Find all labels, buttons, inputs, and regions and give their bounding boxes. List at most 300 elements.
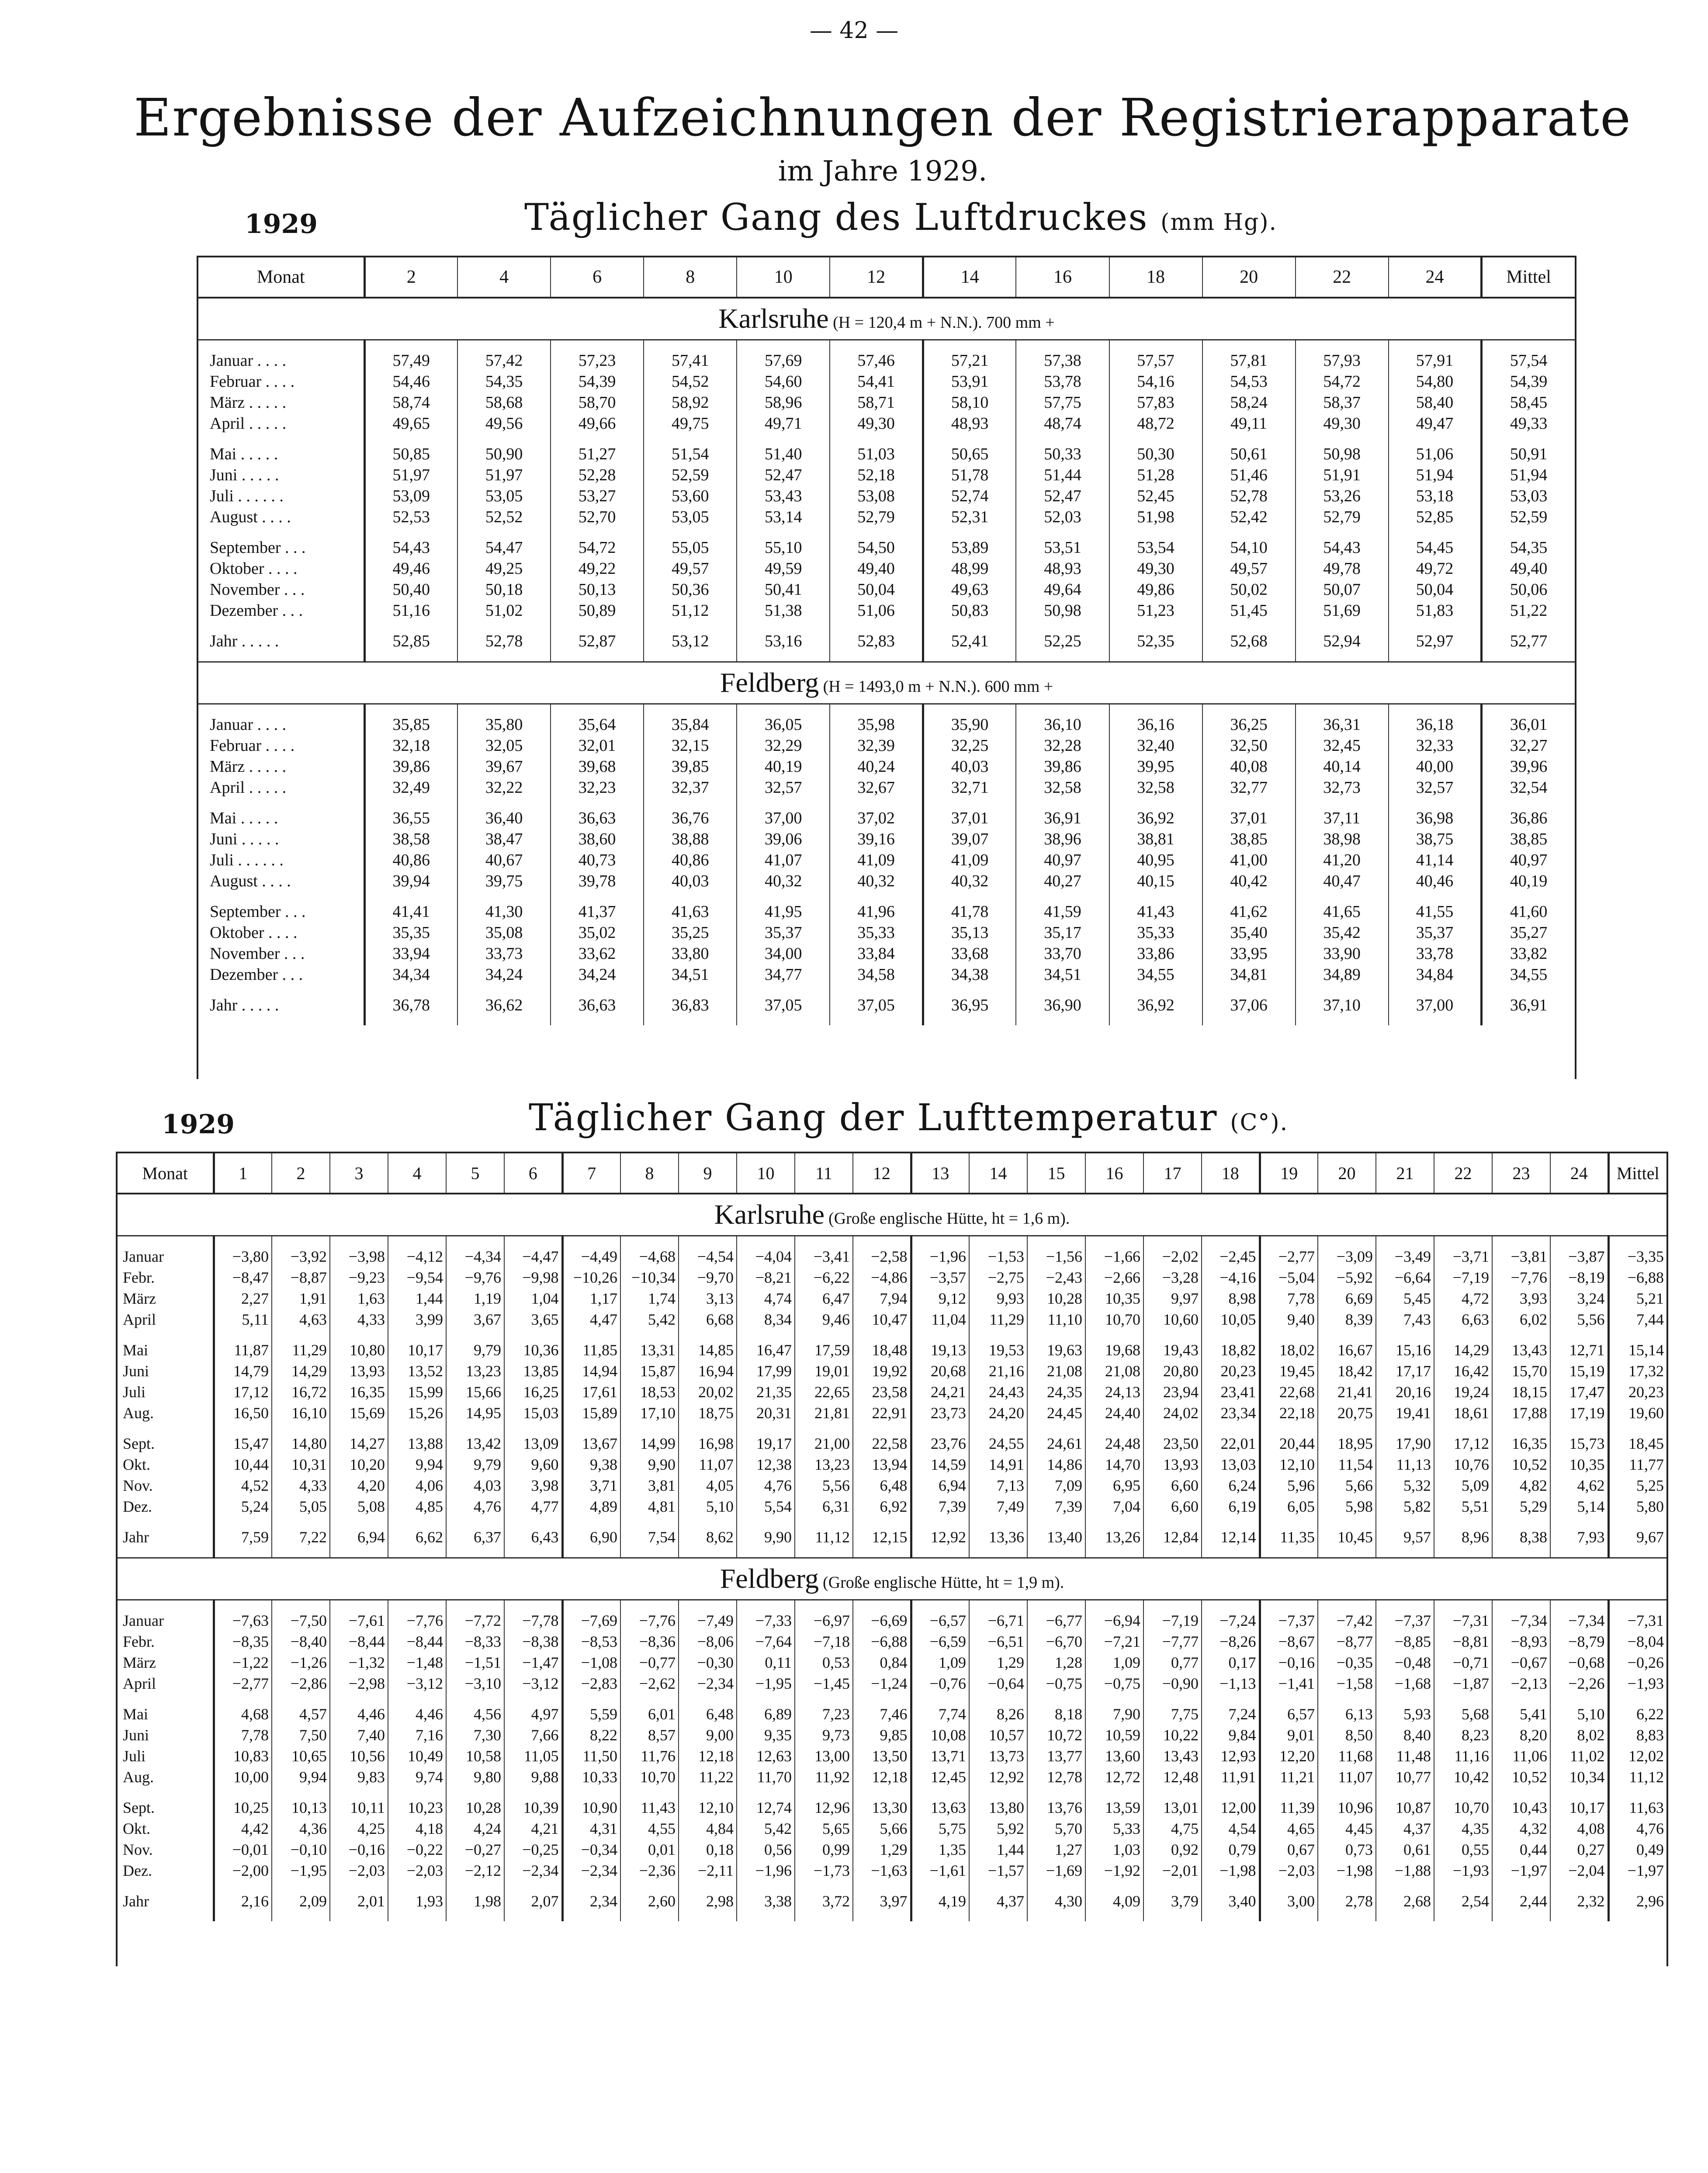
value-cell: 6,37 <box>446 1527 504 1548</box>
spacer-cell <box>737 704 830 715</box>
spacer-cell <box>1608 1881 1666 1891</box>
value-cell: 5,42 <box>620 1309 679 1330</box>
column-header: 20 <box>1318 1153 1376 1194</box>
spacer-cell <box>923 892 1016 901</box>
temperature-section-title <box>529 1096 1288 1139</box>
value-cell: 19,24 <box>1434 1382 1492 1402</box>
value-cell: 51,94 <box>1389 465 1482 486</box>
spacer-cell <box>272 1330 330 1340</box>
value-cell: 11,06 <box>1492 1746 1550 1767</box>
spacer-cell <box>1260 1517 1318 1527</box>
spacer-cell <box>364 985 457 995</box>
table-row <box>198 901 1575 922</box>
value-cell: 37,00 <box>737 808 830 829</box>
value-cell: −8,93 <box>1492 1631 1550 1652</box>
value-cell: 5,65 <box>795 1818 853 1839</box>
value-cell: 1,09 <box>911 1652 969 1673</box>
value-cell: 50,07 <box>1296 579 1389 600</box>
value-cell: 32,27 <box>1482 735 1575 756</box>
spacer-cell <box>644 434 737 444</box>
value-cell: 41,09 <box>923 850 1016 871</box>
value-cell: 14,94 <box>562 1361 620 1382</box>
value-cell: 41,14 <box>1389 850 1482 871</box>
value-cell: 14,99 <box>620 1433 679 1454</box>
value-cell: 32,15 <box>644 735 737 756</box>
group-spacer <box>198 1016 1575 1025</box>
table-row <box>118 1860 1666 1881</box>
spacer-cell <box>737 340 830 351</box>
spacer-cell <box>214 1694 272 1704</box>
spacer-cell <box>364 704 457 715</box>
value-cell: 4,46 <box>330 1704 388 1725</box>
value-cell: 7,04 <box>1085 1496 1143 1517</box>
value-cell: 38,96 <box>1016 829 1109 850</box>
value-cell: 40,03 <box>644 871 737 892</box>
value-cell: 4,85 <box>388 1496 446 1517</box>
value-cell: 57,46 <box>830 350 923 371</box>
spacer-cell <box>853 1788 911 1797</box>
value-cell: 36,95 <box>923 995 1016 1016</box>
value-cell: −3,80 <box>214 1246 272 1267</box>
value-cell: 8,38 <box>1492 1527 1550 1548</box>
value-cell: 13,52 <box>388 1361 446 1382</box>
value-cell: 50,04 <box>830 579 923 600</box>
value-cell: −2,34 <box>504 1860 562 1881</box>
value-cell: 41,20 <box>1296 850 1389 871</box>
value-cell: 10,76 <box>1434 1454 1492 1475</box>
value-cell: 5,92 <box>969 1818 1027 1839</box>
spacer-cell <box>911 1548 969 1558</box>
table-row <box>118 1433 1666 1454</box>
spacer-cell <box>795 1788 853 1797</box>
station-name: Feldberg <box>720 667 819 698</box>
table-row <box>118 1288 1666 1309</box>
value-cell: −8,04 <box>1608 1631 1666 1652</box>
spacer-cell <box>272 1694 330 1704</box>
value-cell: −4,54 <box>679 1246 737 1267</box>
value-cell: 7,75 <box>1143 1704 1202 1725</box>
value-cell: 37,01 <box>1202 808 1296 829</box>
value-cell: 38,75 <box>1389 829 1482 850</box>
value-cell: 52,53 <box>364 507 457 528</box>
value-cell: −8,19 <box>1550 1267 1608 1288</box>
value-cell: 1,93 <box>388 1891 446 1912</box>
group-spacer <box>118 1330 1666 1340</box>
value-cell: 51,83 <box>1389 600 1482 621</box>
value-cell: 4,65 <box>1260 1818 1318 1839</box>
value-cell: 3,71 <box>562 1475 620 1496</box>
value-cell: 53,54 <box>1109 537 1202 558</box>
month-label: Juli <box>123 1747 146 1765</box>
value-cell: 4,33 <box>272 1475 330 1496</box>
spacer-cell <box>737 652 830 662</box>
group-spacer <box>198 892 1575 901</box>
value-cell: 34,81 <box>1202 964 1296 985</box>
table-row <box>118 1267 1666 1288</box>
value-cell: 52,03 <box>1016 507 1109 528</box>
value-cell: 10,17 <box>1550 1797 1608 1818</box>
spacer-cell <box>644 652 737 662</box>
table-row <box>198 871 1575 892</box>
value-cell: 32,54 <box>1482 777 1575 798</box>
value-cell: 51,78 <box>923 465 1016 486</box>
value-cell: 2,32 <box>1550 1891 1608 1912</box>
value-cell: 7,78 <box>1260 1288 1318 1309</box>
spacer-cell <box>679 1330 737 1340</box>
value-cell: 13,93 <box>1143 1454 1202 1475</box>
value-cell: 13,85 <box>504 1361 562 1382</box>
spacer-cell <box>330 1912 388 1921</box>
value-cell: −7,34 <box>1550 1610 1608 1631</box>
spacer-cell <box>446 1236 504 1246</box>
value-cell: 4,47 <box>562 1309 620 1330</box>
table-row <box>198 600 1575 621</box>
value-cell: 20,23 <box>1608 1382 1666 1402</box>
value-cell: −4,16 <box>1202 1267 1260 1288</box>
spacer-cell <box>504 1330 562 1340</box>
column-header: 14 <box>969 1153 1027 1194</box>
month-label: Juni . . . . . <box>210 466 279 484</box>
table-row <box>198 943 1575 964</box>
value-cell: 6,63 <box>1434 1309 1492 1330</box>
spacer-cell <box>1085 1912 1143 1921</box>
value-cell: 12,84 <box>1143 1527 1202 1548</box>
value-cell: 2,78 <box>1318 1891 1376 1912</box>
value-cell: −3,98 <box>330 1246 388 1267</box>
value-cell: 7,09 <box>1027 1475 1085 1496</box>
value-cell: 54,39 <box>551 371 644 392</box>
value-cell: 40,15 <box>1109 871 1202 892</box>
spacer-cell <box>272 1600 330 1611</box>
value-cell: 4,89 <box>562 1496 620 1517</box>
value-cell: 9,12 <box>911 1288 969 1309</box>
value-cell: 38,88 <box>644 829 737 850</box>
value-cell: 52,94 <box>1296 631 1389 652</box>
value-cell: −8,36 <box>620 1631 679 1652</box>
spacer-cell <box>504 1548 562 1558</box>
spacer-cell <box>1143 1548 1202 1558</box>
value-cell: −7,76 <box>1492 1267 1550 1288</box>
value-cell: 6,31 <box>795 1496 853 1517</box>
value-cell: 19,53 <box>969 1340 1027 1361</box>
spacer-cell <box>457 621 551 631</box>
value-cell: 36,63 <box>551 808 644 829</box>
column-header: Mittel <box>1608 1153 1666 1194</box>
spacer-cell <box>969 1881 1027 1891</box>
month-label: November . . . <box>210 944 305 963</box>
value-cell: 10,96 <box>1318 1797 1376 1818</box>
value-cell: 15,14 <box>1608 1340 1666 1361</box>
pressure-unit: (mm Hg). <box>1161 209 1278 236</box>
spacer-cell <box>1202 704 1296 715</box>
value-cell: 53,26 <box>1296 486 1389 507</box>
value-cell: 40,86 <box>364 850 457 871</box>
value-cell: 33,82 <box>1482 943 1575 964</box>
value-cell: 3,40 <box>1202 1891 1260 1912</box>
value-cell: 21,08 <box>1027 1361 1085 1382</box>
value-cell: 54,50 <box>830 537 923 558</box>
value-cell: 24,40 <box>1085 1402 1143 1423</box>
value-cell: 51,22 <box>1482 600 1575 621</box>
spacer-cell <box>1016 528 1109 537</box>
value-cell: 7,59 <box>214 1527 272 1548</box>
value-cell: 12,15 <box>853 1527 911 1548</box>
value-cell: 52,52 <box>457 507 551 528</box>
spacer-cell <box>272 1423 330 1433</box>
spacer-cell <box>853 1600 911 1611</box>
value-cell: 20,68 <box>911 1361 969 1382</box>
value-cell: 6,47 <box>795 1288 853 1309</box>
spacer-cell <box>1318 1236 1376 1246</box>
table-row <box>118 1839 1666 1860</box>
table-row <box>118 1704 1666 1725</box>
value-cell: −8,77 <box>1318 1631 1376 1652</box>
value-cell: −4,68 <box>620 1246 679 1267</box>
value-cell: 22,65 <box>795 1382 853 1402</box>
value-cell: 2,09 <box>272 1891 330 1912</box>
value-cell: 10,60 <box>1143 1309 1202 1330</box>
value-cell: 12,71 <box>1550 1340 1608 1361</box>
value-cell: 10,56 <box>330 1746 388 1767</box>
value-cell: 34,38 <box>923 964 1016 985</box>
value-cell: −3,12 <box>504 1673 562 1694</box>
value-cell: 39,94 <box>364 871 457 892</box>
value-cell: 8,50 <box>1318 1725 1376 1746</box>
value-cell: 22,58 <box>853 1433 911 1454</box>
value-cell: 10,83 <box>214 1746 272 1767</box>
value-cell: 11,85 <box>562 1340 620 1361</box>
value-cell: −0,48 <box>1376 1652 1434 1673</box>
value-cell: 6,89 <box>737 1704 795 1725</box>
value-cell: 1,44 <box>969 1839 1027 1860</box>
value-cell: 23,94 <box>1143 1382 1202 1402</box>
value-cell: 11,39 <box>1260 1797 1318 1818</box>
value-cell: 52,59 <box>1482 507 1575 528</box>
value-cell: 40,19 <box>1482 871 1575 892</box>
value-cell: 0,53 <box>795 1652 853 1673</box>
spacer-cell <box>830 434 923 444</box>
spacer-cell <box>1608 1236 1666 1246</box>
temperature-table-frame <box>116 1152 1668 1966</box>
spacer-cell <box>969 1517 1027 1527</box>
value-cell: 35,08 <box>457 922 551 943</box>
value-cell: 13,00 <box>795 1746 853 1767</box>
spacer-cell <box>272 1548 330 1558</box>
spacer-cell <box>446 1912 504 1921</box>
spacer-cell <box>214 1330 272 1340</box>
value-cell: 7,30 <box>446 1725 504 1746</box>
spacer-cell <box>911 1236 969 1246</box>
value-cell: −2,11 <box>679 1860 737 1881</box>
column-header: 21 <box>1376 1153 1434 1194</box>
value-cell: 10,65 <box>272 1746 330 1767</box>
spacer-cell <box>1085 1881 1143 1891</box>
value-cell: 14,59 <box>911 1454 969 1475</box>
value-cell: −3,71 <box>1434 1246 1492 1267</box>
value-cell: 2,01 <box>330 1891 388 1912</box>
column-header: Mittel <box>1482 257 1575 298</box>
value-cell: 22,01 <box>1202 1433 1260 1454</box>
spacer-cell <box>1202 434 1296 444</box>
value-cell: 32,28 <box>1016 735 1109 756</box>
spacer-cell <box>214 1548 272 1558</box>
value-cell: 35,25 <box>644 922 737 943</box>
value-cell: 20,23 <box>1202 1361 1260 1382</box>
value-cell: 58,40 <box>1389 392 1482 413</box>
spacer-cell <box>795 1548 853 1558</box>
value-cell: 41,78 <box>923 901 1016 922</box>
value-cell: 8,62 <box>679 1527 737 1548</box>
value-cell: 54,72 <box>551 537 644 558</box>
value-cell: −2,12 <box>446 1860 504 1881</box>
value-cell: 10,00 <box>214 1767 272 1788</box>
month-label: Dezember . . . <box>210 965 303 984</box>
spacer-cell <box>737 1517 795 1527</box>
spacer-cell <box>388 1600 446 1611</box>
value-cell: 52,28 <box>551 465 644 486</box>
value-cell: 50,91 <box>1482 444 1575 465</box>
month-label: Sept. <box>123 1799 155 1816</box>
value-cell: 13,03 <box>1202 1454 1260 1475</box>
spacer-cell <box>1202 340 1296 351</box>
spacer-cell <box>1027 1912 1085 1921</box>
spacer-cell <box>1482 892 1575 901</box>
spacer-cell <box>1318 1330 1376 1340</box>
value-cell: 10,43 <box>1492 1797 1550 1818</box>
value-cell: 2,27 <box>214 1288 272 1309</box>
value-cell: 0,67 <box>1260 1839 1318 1860</box>
table-row <box>118 1746 1666 1767</box>
value-cell: 6,94 <box>911 1475 969 1496</box>
column-header: 10 <box>737 1153 795 1194</box>
value-cell: 11,21 <box>1260 1767 1318 1788</box>
value-cell: 36,40 <box>457 808 551 829</box>
value-cell: 6,05 <box>1260 1496 1318 1517</box>
value-cell: 36,90 <box>1016 995 1109 1016</box>
value-cell: 41,62 <box>1202 901 1296 922</box>
month-label: November . . . <box>210 580 305 599</box>
value-cell: 5,98 <box>1318 1496 1376 1517</box>
value-cell: 1,35 <box>911 1839 969 1860</box>
spacer-cell <box>795 1600 853 1611</box>
spacer-cell <box>969 1330 1027 1340</box>
spacer-cell <box>1296 1016 1389 1025</box>
spacer-cell <box>551 652 644 662</box>
spacer-cell <box>551 798 644 808</box>
column-header: 18 <box>1202 1153 1260 1194</box>
value-cell: −6,59 <box>911 1631 969 1652</box>
value-cell: 50,02 <box>1202 579 1296 600</box>
value-cell: 10,13 <box>272 1797 330 1818</box>
value-cell: 39,68 <box>551 756 644 777</box>
value-cell: 8,18 <box>1027 1704 1085 1725</box>
value-cell: 35,42 <box>1296 922 1389 943</box>
spacer-cell <box>923 340 1016 351</box>
spacer-cell <box>1202 621 1296 631</box>
spacer-cell <box>272 1912 330 1921</box>
value-cell: −1,53 <box>969 1246 1027 1267</box>
value-cell: 10,70 <box>620 1767 679 1788</box>
value-cell: 16,35 <box>1492 1433 1550 1454</box>
group-spacer <box>198 798 1575 808</box>
value-cell: 13,50 <box>853 1746 911 1767</box>
spacer-cell <box>1434 1423 1492 1433</box>
column-header: 22 <box>1296 257 1389 298</box>
value-cell: 20,16 <box>1376 1382 1434 1402</box>
value-cell: −10,34 <box>620 1267 679 1288</box>
value-cell: −9,54 <box>388 1267 446 1288</box>
value-cell: −7,37 <box>1376 1610 1434 1631</box>
value-cell: 49,57 <box>1202 558 1296 579</box>
value-cell: 2,68 <box>1376 1891 1434 1912</box>
value-cell: 54,52 <box>644 371 737 392</box>
value-cell: −8,40 <box>272 1631 330 1652</box>
column-header: 6 <box>551 257 644 298</box>
value-cell: 38,81 <box>1109 829 1202 850</box>
value-cell: 4,37 <box>1376 1818 1434 1839</box>
spacer-cell <box>853 1330 911 1340</box>
value-cell: 51,45 <box>1202 600 1296 621</box>
value-cell: −2,03 <box>330 1860 388 1881</box>
spacer-cell <box>620 1600 679 1611</box>
month-label: März . . . . . <box>210 393 287 412</box>
spacer-cell <box>364 340 457 351</box>
value-cell: −1,08 <box>562 1652 620 1673</box>
value-cell: 51,97 <box>457 465 551 486</box>
value-cell: 49,78 <box>1296 558 1389 579</box>
value-cell: 32,71 <box>923 777 1016 798</box>
value-cell: 37,05 <box>737 995 830 1016</box>
value-cell: 58,74 <box>364 392 457 413</box>
value-cell: 36,86 <box>1482 808 1575 829</box>
spacer-cell <box>1318 1788 1376 1797</box>
spacer-cell <box>853 1881 911 1891</box>
value-cell: 7,94 <box>853 1288 911 1309</box>
spacer-cell <box>1296 652 1389 662</box>
value-cell: −9,23 <box>330 1267 388 1288</box>
group-spacer <box>198 434 1575 444</box>
spacer-cell <box>446 1423 504 1433</box>
value-cell: 4,63 <box>272 1309 330 1330</box>
spacer-cell <box>679 1600 737 1611</box>
table-row <box>198 829 1575 850</box>
value-cell: 24,21 <box>911 1382 969 1402</box>
value-cell: 9,88 <box>504 1767 562 1788</box>
value-cell: 9,01 <box>1260 1725 1318 1746</box>
value-cell: 10,44 <box>214 1454 272 1475</box>
spacer-cell <box>330 1330 388 1340</box>
value-cell: 5,42 <box>737 1818 795 1839</box>
value-cell: 10,20 <box>330 1454 388 1475</box>
spacer-cell <box>1085 1330 1143 1340</box>
spacer-cell <box>551 704 644 715</box>
value-cell: 39,86 <box>1016 756 1109 777</box>
value-cell: −6,77 <box>1027 1610 1085 1631</box>
spacer-cell <box>1376 1600 1434 1611</box>
value-cell: 15,89 <box>562 1402 620 1423</box>
value-cell: −8,87 <box>272 1267 330 1288</box>
column-header: 12 <box>830 257 923 298</box>
value-cell: −6,22 <box>795 1267 853 1288</box>
value-cell: −6,51 <box>969 1631 1027 1652</box>
value-cell: 54,43 <box>1296 537 1389 558</box>
value-cell: −8,47 <box>214 1267 272 1288</box>
spacer-cell <box>911 1881 969 1891</box>
spacer-cell <box>1376 1881 1434 1891</box>
value-cell: 18,95 <box>1318 1433 1376 1454</box>
value-cell: 58,37 <box>1296 392 1389 413</box>
value-cell: 3,81 <box>620 1475 679 1496</box>
